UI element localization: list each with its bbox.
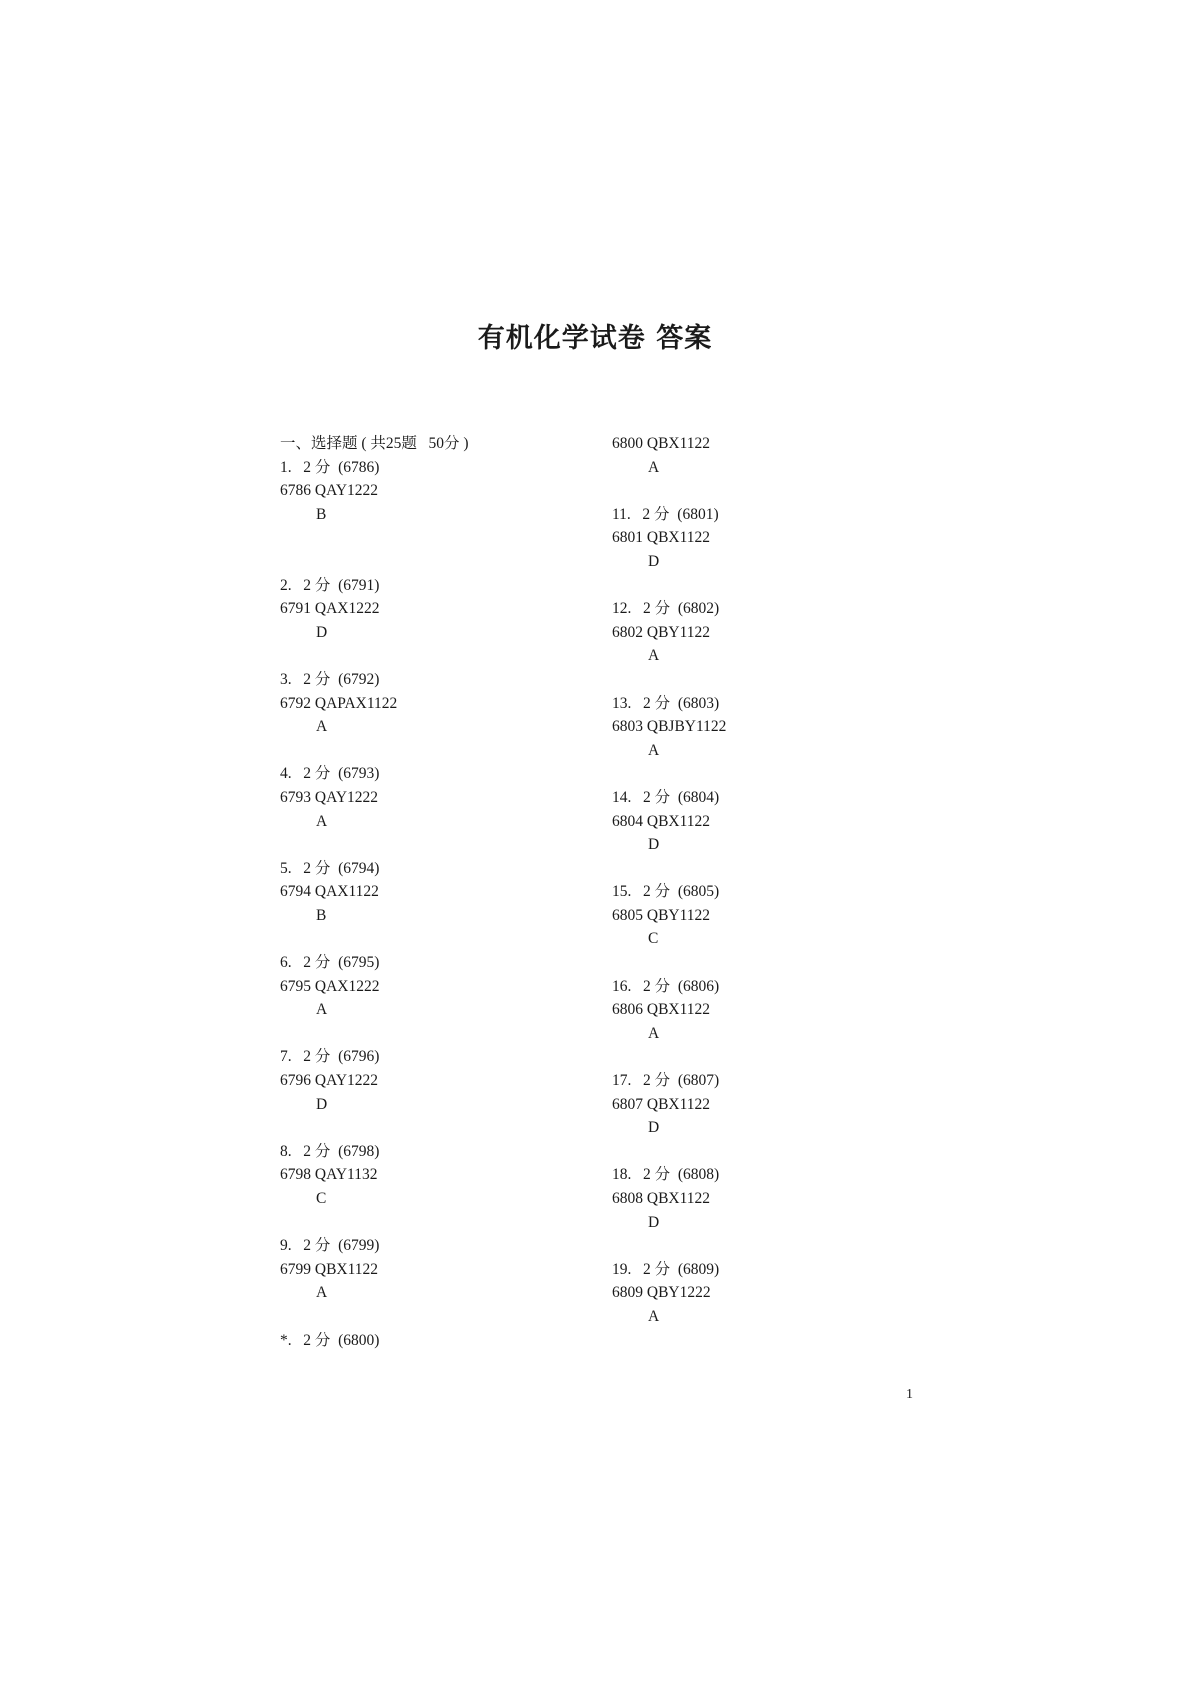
blank-line: [280, 1022, 600, 1046]
answer-choice: A: [316, 718, 328, 736]
blank-line: [280, 927, 600, 951]
page-title: 有机化学试卷 答案: [477, 323, 713, 354]
blank-line: [280, 1305, 600, 1329]
answer-line: 6809 QBY1222: [612, 1284, 711, 1302]
answer-line: 6805 QBY1122: [612, 906, 711, 924]
answer-line: 6794 QAX1122: [280, 883, 379, 901]
answer-line: 11. 2 分 (6801): [612, 505, 719, 523]
answer-line: 6798 QAY1132: [280, 1166, 378, 1184]
answer-line: 12. 2 分 (6802): [612, 600, 720, 618]
answer-line: 18. 2 分 (6808): [612, 1166, 720, 1184]
answer-choice: D: [648, 1119, 660, 1137]
answer-choice: A: [648, 741, 660, 759]
answer-line: 6795 QAX1222: [280, 977, 380, 995]
answer-choice: A: [648, 647, 660, 665]
blank-line: [280, 550, 600, 574]
blank-line: [612, 1045, 932, 1069]
answer-line: 6792 QAPAX1122: [280, 694, 398, 712]
answer-choice: D: [648, 552, 660, 570]
answer-choice: D: [648, 836, 660, 854]
answer-line: 6799 QBX1122: [280, 1260, 379, 1278]
answer-line: 4. 2 分 (6793): [280, 765, 380, 783]
answer-choice: A: [648, 1024, 660, 1042]
blank-line: [280, 739, 600, 763]
answer-line: 3. 2 分 (6792): [280, 670, 380, 688]
answer-choice: C: [648, 930, 659, 948]
answer-choice: D: [316, 1095, 328, 1113]
blank-line: [612, 668, 932, 692]
answer-line: 8. 2 分 (6798): [280, 1142, 380, 1160]
blank-line: [612, 951, 932, 975]
blank-line: [612, 574, 932, 598]
answer-line: 17. 2 分 (6807): [612, 1072, 720, 1090]
blank-line: [280, 1116, 600, 1140]
answer-line: 1. 2 分 (6786): [280, 458, 380, 476]
answer-choice: A: [648, 1307, 660, 1325]
answer-column-left: [280, 432, 600, 1352]
answer-line: 6806 QBX1122: [612, 1001, 711, 1019]
answer-choice: B: [316, 505, 327, 523]
blank-line: [612, 857, 932, 881]
answer-line: 6803 QBJBY1122: [612, 718, 727, 736]
answer-line: 6808 QBX1122: [612, 1190, 711, 1207]
blank-line: [612, 1140, 932, 1164]
answer-line: 6804 QBX1122: [612, 812, 711, 830]
answer-choice: C: [316, 1190, 327, 1207]
blank-line: [612, 762, 932, 786]
answer-line: 6802 QBY1122: [612, 623, 711, 641]
answer-line: *. 2 分 (6800): [280, 1331, 380, 1349]
answer-line: 6796 QAY1222: [280, 1072, 379, 1090]
answer-choice: A: [316, 1001, 328, 1019]
answer-line: 14. 2 分 (6804): [612, 788, 720, 806]
answer-line: 13. 2 分 (6803): [612, 694, 720, 712]
answer-line: 6. 2 分 (6795): [280, 954, 380, 972]
answer-line: 16. 2 分 (6806): [612, 977, 720, 995]
blank-line: [280, 833, 600, 857]
answer-line: 6807 QBX1122: [612, 1095, 711, 1113]
blank-line: [280, 1211, 600, 1235]
page-number: 1: [906, 1387, 913, 1402]
answer-line: 6793 QAY1222: [280, 788, 379, 806]
answer-choice: B: [316, 906, 327, 924]
answer-line: 7. 2 分 (6796): [280, 1048, 380, 1066]
blank-line: [612, 1234, 932, 1258]
answer-line: 6786 QAY1222: [280, 482, 379, 500]
answer-line: 19. 2 分 (6809): [612, 1260, 720, 1278]
answer-line: 2. 2 分 (6791): [280, 576, 380, 594]
answer-line: 15. 2 分 (6805): [612, 883, 720, 901]
answer-line: 6791 QAX1222: [280, 600, 380, 618]
answer-choice: D: [648, 1213, 660, 1231]
answer-line: 5. 2 分 (6794): [280, 859, 380, 877]
answer-choice: A: [316, 812, 328, 830]
blank-line: [280, 644, 600, 668]
answer-choice: A: [648, 458, 660, 476]
answer-choice: A: [316, 1284, 328, 1302]
answer-line: 6800 QBX1122: [612, 435, 711, 452]
answer-line: 一、选择题 ( 共25题 50分 ): [280, 435, 469, 452]
answer-column-right: [612, 432, 932, 1329]
blank-line: [612, 479, 932, 503]
answer-line: 6801 QBX1122: [612, 529, 711, 547]
blank-line: [280, 526, 600, 550]
answer-line: 9. 2 分 (6799): [280, 1237, 380, 1255]
answer-choice: D: [316, 623, 328, 641]
